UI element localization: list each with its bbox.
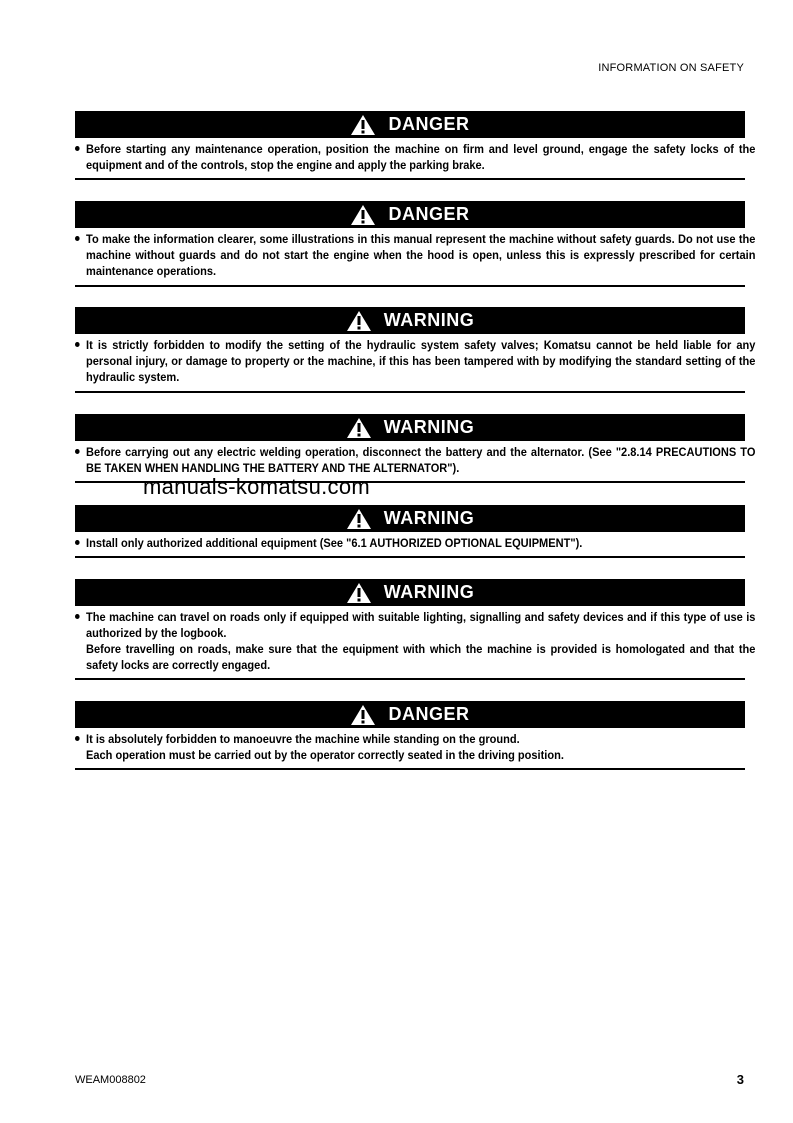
notice-bar — [75, 701, 745, 728]
notice-type: WARNING — [383, 582, 475, 602]
warning-triangle-icon — [346, 310, 372, 332]
notice-bar — [75, 201, 745, 228]
warning-triangle-icon — [346, 508, 372, 530]
watermark-text: manuals-komatsu.com — [143, 474, 370, 499]
notice-warning-1 — [75, 307, 756, 385]
divider — [75, 556, 745, 558]
divider — [75, 285, 745, 287]
notice-bar — [75, 505, 745, 532]
notice-text: Before starting any maintenance operation, position the machine on firm and level ground, engage the safety locks of the equipment and of the controls, stop the engine and apply the parking brake. — [75, 141, 755, 173]
warning-triangle-icon — [346, 417, 372, 439]
notice-warning-3 — [75, 505, 745, 551]
notice-text: To make the information clearer, some illustrations in this manual represent the machine without safety guards. Do not use the machine without guards and do not start the engine when the hood is open, unless this is expressly prescribed for certain maintenance operations. — [75, 231, 755, 279]
notice-warning-2 — [75, 414, 756, 476]
bullet-icon — [75, 236, 80, 241]
notice-text-continued: Each operation must be carried out by the operator correctly seated in the driving position. — [86, 748, 564, 762]
notice-type: DANGER — [388, 704, 470, 724]
notice-text: It is strictly forbidden to modify the setting of the hydraulic system safety valves; Komatsu cannot be held liable for any personal injury, or damage to property or the machine, if this has been tampered with by modifying the standard setting of the hydraulic system. — [75, 337, 755, 385]
notice-type: DANGER — [388, 114, 470, 134]
notice-bar — [75, 414, 745, 441]
divider — [75, 768, 745, 770]
notice-text: Install only authorized additional equipment (See "6.1 AUTHORIZED OPTIONAL EQUIPMENT"). — [75, 535, 755, 551]
notice-text: Before carrying out any electric welding operation, disconnect the battery and the alternator. (See "2.8.14 PRECAUTIONS TO BE TAKEN WHEN HANDLING THE BATTERY AND THE ALTERNATOR"). — [75, 444, 755, 476]
notice-danger-3 — [75, 701, 745, 763]
notice-type: WARNING — [383, 417, 475, 437]
notice-type: DANGER — [388, 204, 470, 224]
notice-bar — [75, 579, 745, 606]
warning-triangle-icon — [346, 582, 372, 604]
notice-text: It is absolutely forbidden to manoeuvre the machine while standing on the ground. — [75, 731, 755, 747]
divider — [75, 178, 745, 180]
warning-triangle-icon — [350, 114, 376, 136]
notice-danger-2 — [75, 201, 756, 279]
divider — [75, 391, 745, 393]
section-title: INFORMATION ON SAFETY — [598, 62, 744, 74]
bullet-icon — [75, 146, 80, 151]
notice-bar — [75, 307, 745, 334]
notice-danger-1 — [75, 111, 756, 173]
bullet-icon — [75, 449, 80, 454]
bullet-icon — [75, 614, 80, 619]
bullet-icon — [75, 540, 80, 545]
notice-text-continued: Before travelling on roads, make sure that the equipment with which the machine is provided is homologated and that the safety locks are correctly engaged. — [86, 642, 756, 672]
notice-warning-4 — [75, 579, 756, 673]
warning-triangle-icon — [350, 704, 376, 726]
notice-bar — [75, 111, 745, 138]
notice-text: The machine can travel on roads only if equipped with suitable lighting, signalling and safety devices and if this type of use is authorized by the logbook. — [75, 609, 755, 641]
notice-type: WARNING — [383, 508, 475, 528]
warning-triangle-icon — [350, 204, 376, 226]
divider — [75, 678, 745, 680]
notice-type: WARNING — [383, 310, 475, 330]
page-number: 3 — [736, 1072, 744, 1087]
bullet-icon — [75, 736, 80, 741]
document-code: WEAM008802 — [75, 1074, 146, 1086]
bullet-icon — [75, 342, 80, 347]
